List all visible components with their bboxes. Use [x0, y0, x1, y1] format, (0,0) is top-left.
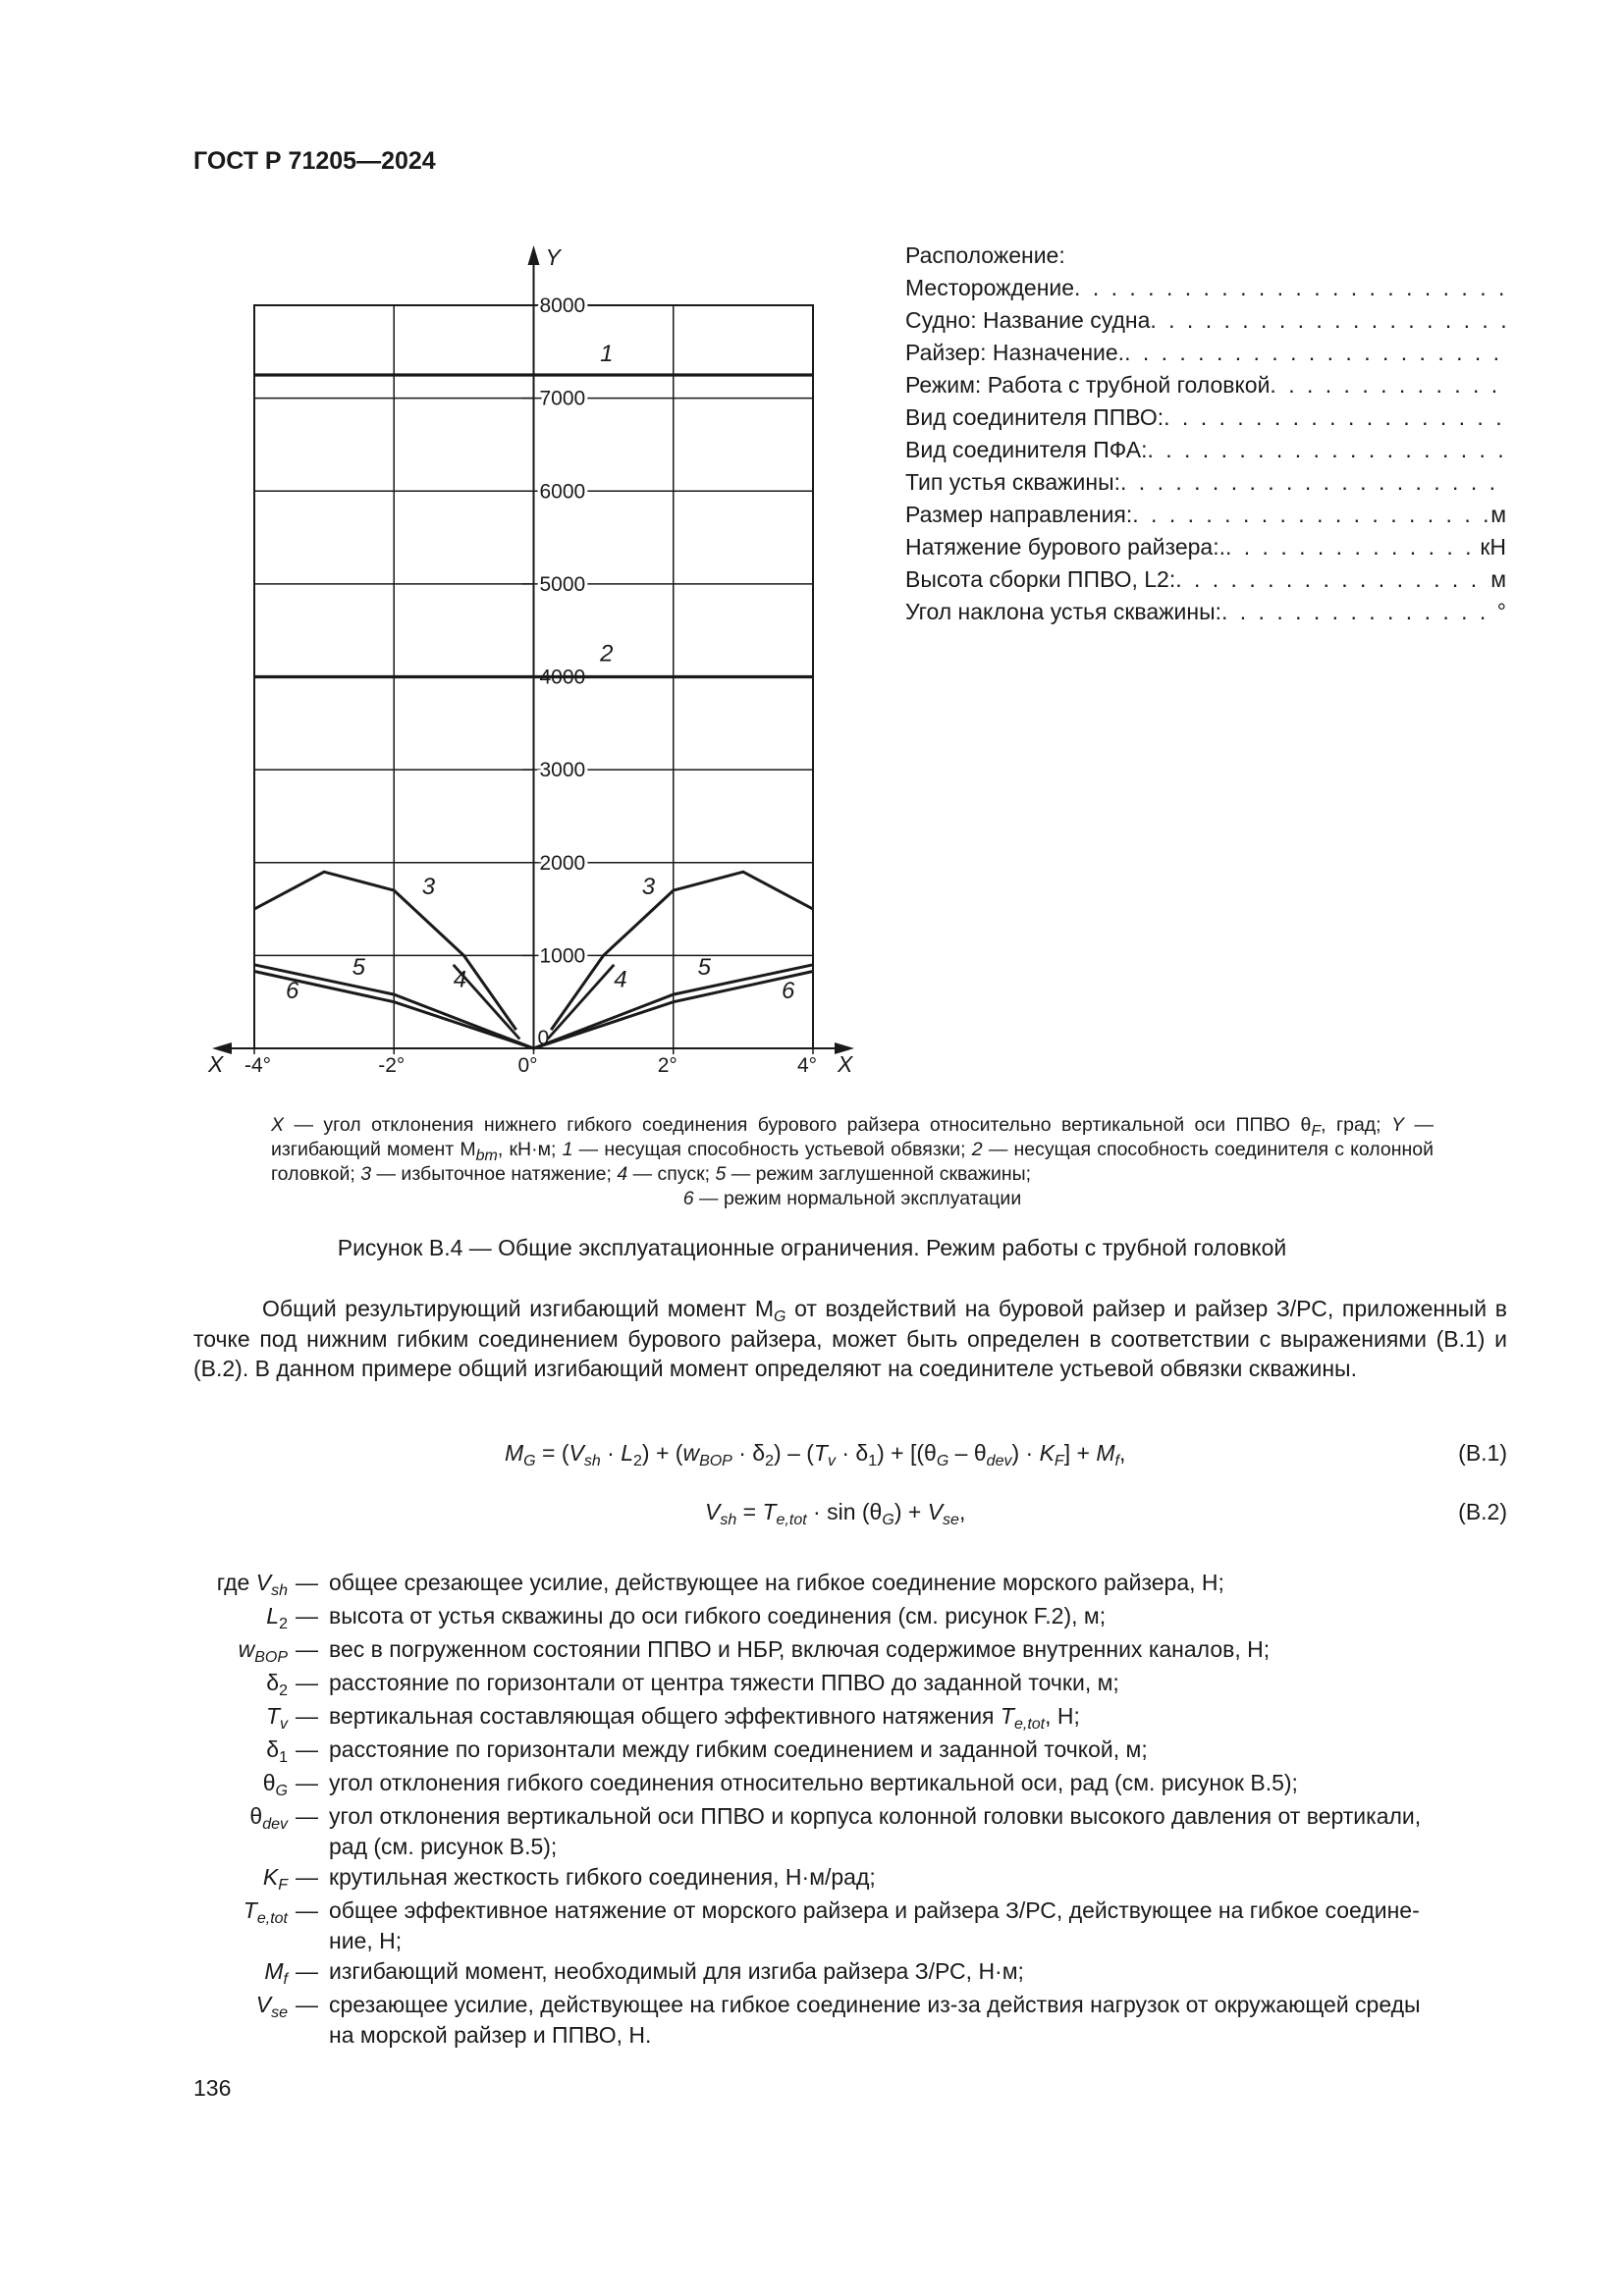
- param-fill-dots: [1132, 499, 1490, 531]
- param-label: Райзер: Назначение.: [905, 340, 1125, 365]
- def-l2: $L_2$ — высота от устья скважины до оси гибкого соединения (см. рисунок F.2), м;: [266, 1603, 1107, 1632]
- series-label-4: 4: [614, 966, 627, 993]
- legend-2: — несущая способность соединителя с колонной головкой;: [271, 1139, 1435, 1185]
- param-row: [905, 304, 1506, 337]
- param-fill-dots: [1074, 272, 1506, 304]
- x-tick-label: -2°: [378, 1054, 406, 1077]
- page-number: 136: [193, 2075, 232, 2101]
- series-label-5: 5: [352, 954, 365, 982]
- def-delta2: $\delta_2$ — расстояние по горизонтали от центра тяжести ППВО до заданной точки, м;: [266, 1670, 1119, 1699]
- param-label: Месторождение: [905, 275, 1075, 300]
- series-label-3: 3: [641, 873, 656, 900]
- def-mf: $M_f$ — изгибающий момент, необходимый для изгиба райзера З/РС, Н·м;: [264, 1958, 1024, 1988]
- document-header: ГОСТ Р 71205—2024: [193, 147, 436, 175]
- param-fill-dots: [1164, 401, 1506, 434]
- param-row: [905, 434, 1506, 466]
- param-label: Вид соединителя ПФА:: [905, 437, 1148, 462]
- x-tick-label: 4°: [797, 1054, 818, 1077]
- def-tv: $T_v$ — вертикальная составляющая общего эффективного натяжения $T_{e,tot}$, Н;: [265, 1703, 1080, 1733]
- def-wbop: $w_{BOP}$ — вес в погруженном состоянии ППВО и НБР, включая содержимое внутренних каналов, Н;: [238, 1636, 1271, 1666]
- equation-b2: $V_{sh} = T_{e,tot} \cdot \sin (\theta_G) + V_{se}$,: [705, 1499, 966, 1528]
- def-theta-g: $\theta_G$ — угол отклонения гибкого соединения относительно вертикальной оси, рад (см. рисунок В.5);: [262, 1770, 1298, 1799]
- param-row: [905, 596, 1506, 628]
- param-row: [905, 401, 1506, 434]
- figure-caption: Рисунок В.4 — Общие эксплуатационные ограничения. Режим работы с трубной головкой: [337, 1235, 1287, 1260]
- symbol-definitions: [193, 1566, 1507, 2049]
- def-tetot: $T_{e,tot}$ — общее эффективное натяжение от морского райзера и райзера З/РС, действующее на гибкое соедине- ние, Н;: [243, 1897, 1420, 1953]
- def-theta-dev: $\theta_{dev}$ — угол отклонения вертикальной оси ППВО и корпуса колонной головки высокого давления от вертикали, рад (см. рисунок В.5);: [249, 1803, 1422, 1859]
- param-fill-dots: [1120, 466, 1506, 499]
- param-fill-dots: [1150, 304, 1506, 337]
- legend-6: — режим нормальной эксплуатации: [699, 1188, 1022, 1209]
- param-row: [905, 563, 1506, 596]
- y-axis-label: Y: [545, 244, 561, 270]
- y-tick-label: 7000: [539, 387, 586, 410]
- body-paragraph: Общий результирующий изгибающий момент $M_G$ от воздействий на буровой райзер и райзер З/РС, приложенный в точке под нижним гибким соединением бурового райзера, может быть определен в соответствии с выражениями (В.1) и (В.2). В данном примере общий изгибающий момент определяют на соединителе устьевой обвязки скважины.: [193, 1296, 1507, 1381]
- y-tick-label: 5000: [539, 572, 586, 596]
- series-label-6: 6: [781, 977, 795, 1004]
- x-tick-label: -4°: [244, 1054, 272, 1077]
- series-label-1: 1: [600, 340, 614, 367]
- param-row: [905, 369, 1506, 401]
- series-label-5: 5: [697, 954, 712, 982]
- param-fill-dots: [1270, 369, 1506, 401]
- param-label: Высота сборки ППВО, L2:: [905, 566, 1176, 592]
- def-delta1: $\delta_1$ — расстояние по горизонтали между гибким соединением и заданной точкой, м;: [266, 1736, 1148, 1766]
- param-unit: м: [1490, 502, 1506, 527]
- equation-b1-number: (В.1): [1458, 1440, 1507, 1466]
- series-label-6: 6: [286, 977, 299, 1004]
- param-row: [905, 499, 1506, 531]
- param-label: Натяжение бурового райзера:.: [905, 534, 1225, 560]
- y-tick-label: 2000: [539, 851, 586, 875]
- series-label-3: 3: [421, 873, 436, 900]
- x-axis-label-right: X: [838, 1051, 853, 1077]
- param-row: [905, 272, 1506, 304]
- param-row: [905, 466, 1506, 499]
- legend-y: — изгибающий момент M: [271, 1114, 1435, 1160]
- y-tick-label: 3000: [539, 759, 586, 782]
- param-label: Вид соединителя ППВО:: [905, 404, 1164, 430]
- param-label: Режим: Работа с трубной головкой: [905, 372, 1271, 398]
- equation-b1: $M_G = (V_{sh} \cdot L_2) + (w_{BOP} \cdot \delta_2) - (T_v \cdot \delta_1) + [(\theta_G - \theta_{dev}) \cdot K_F] + M_f$,: [505, 1440, 1126, 1469]
- def-vse: $V_{se}$ — срезающее усилие, действующее на гибкое соединение из-за действия нагрузок от окружающей среды на морской райзер и ППВО, Н.: [255, 1992, 1421, 2048]
- legend-3: — избыточное натяжение;: [376, 1163, 612, 1185]
- series-line-4: [548, 965, 615, 1040]
- series-line-3: [551, 872, 813, 1030]
- param-fill-dots: [1124, 337, 1506, 369]
- legend-4: — спуск;: [632, 1163, 711, 1185]
- params-heading: Расположение:: [905, 242, 1065, 268]
- def-vsh: где $V_{sh}$ — общее срезающее усилие, действующее на гибкое соединение морского райзера, Н;: [216, 1570, 1224, 1599]
- series-line-3: [254, 872, 516, 1030]
- param-fill-dots: [1175, 563, 1490, 596]
- x-tick-label: 2°: [657, 1054, 677, 1077]
- location-parameters: [905, 240, 1506, 628]
- y-tick-label: 8000: [539, 294, 586, 317]
- legend-5: — режим заглушенной скважины;: [731, 1163, 1032, 1185]
- param-label: Угол наклона устья скважины:: [905, 599, 1221, 624]
- y-tick-label: 0: [537, 1027, 550, 1049]
- param-fill-dots: [1221, 596, 1497, 628]
- def-kf: $K_F$ — крутильная жесткость гибкого соединения, Н·м/рад;: [262, 1864, 876, 1894]
- x-axis-label-left: X: [208, 1051, 224, 1077]
- param-row: [905, 337, 1506, 369]
- series-label-2: 2: [600, 640, 614, 667]
- param-unit: °: [1496, 599, 1506, 624]
- y-tick-label: 6000: [539, 480, 586, 504]
- x-tick-label: 0°: [517, 1054, 538, 1077]
- series-label-4: 4: [453, 966, 467, 993]
- y-tick-label: 1000: [539, 944, 586, 968]
- param-label: Тип устья скважины:: [905, 469, 1121, 495]
- param-fill-dots: [1225, 531, 1480, 563]
- param-label: Размер направления:: [905, 502, 1133, 527]
- legend-1: — несущая способность устьевой обвязки;: [578, 1139, 966, 1160]
- param-fill-dots: [1147, 434, 1506, 466]
- figure-legend: X — угол отклонения нижнего гибкого соединения бурового райзера относительно вертикальной оси ППВО $\theta_F$, град; Y — изгибающий момент $M_{bm}$, кН·м; 1 — несущая способность устьевой обвязки; 2 — несущая способность соединителя с колонной головкой; 3 — избыточное натяжение; 4 — спуск; 5 — режим заглушенной скважины; 6 — режим нормальной эксплуатации: [271, 1114, 1435, 1209]
- param-row: [905, 531, 1506, 563]
- y-axis-arrow: [528, 245, 540, 265]
- param-unit: кН: [1480, 534, 1506, 560]
- legend-x: — угол отклонения нижнего гибкого соединения бурового райзера относительно вертикальной оси ППВО θ: [294, 1114, 1312, 1136]
- legend-x-end: , град;: [1321, 1114, 1381, 1136]
- equation-b2-number: (В.2): [1458, 1499, 1507, 1524]
- y-tick-label: 4000: [539, 666, 586, 689]
- legend-y-end: , кН·м;: [497, 1139, 557, 1160]
- param-label: Судно: Название судна: [905, 307, 1151, 333]
- param-unit: м: [1490, 566, 1506, 592]
